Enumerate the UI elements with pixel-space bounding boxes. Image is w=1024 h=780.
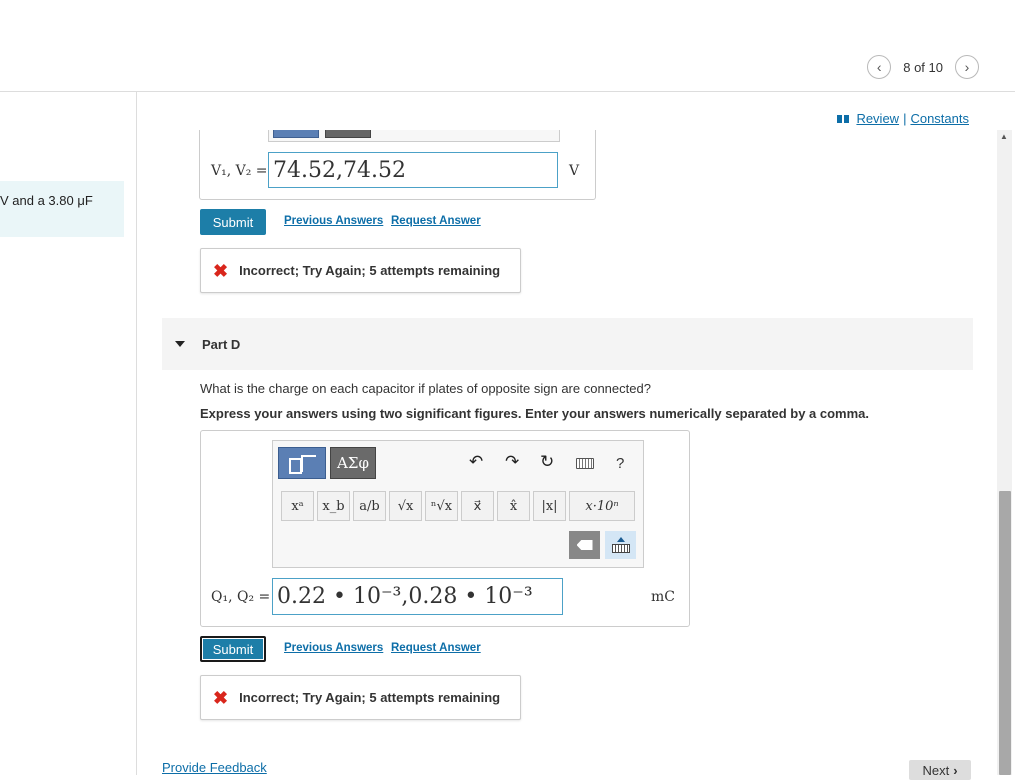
part-c-feedback-text: Incorrect; Try Again; 5 attempts remaining — [239, 263, 501, 278]
error-x-icon: ✖ — [213, 687, 229, 708]
scroll-up-arrow-icon[interactable]: ▲ — [1000, 132, 1008, 141]
constants-link[interactable]: Constants — [910, 111, 969, 126]
subscript-button[interactable]: x_b — [317, 491, 350, 521]
fraction-button[interactable]: a/b — [353, 491, 386, 521]
part-c-math-toolbar — [268, 130, 560, 142]
keyboard-icon — [612, 544, 630, 553]
pager — [867, 55, 979, 79]
scrollbar-thumb[interactable] — [999, 491, 1011, 775]
chevron-right-icon: › — [953, 762, 958, 778]
scientific-notation-button[interactable]: x·10ⁿ — [569, 491, 635, 521]
part-d-previous-answers-link[interactable]: Previous Answers — [284, 642, 384, 654]
part-d-question: What is the charge on each capacitor if plates of opposite sign are connected? — [200, 381, 651, 396]
delete-button[interactable] — [569, 531, 600, 559]
pager-position: 8 of 10 — [903, 59, 943, 75]
book-icon — [837, 115, 849, 123]
provide-feedback-link[interactable]: Provide Feedback — [162, 760, 267, 775]
next-button[interactable] — [909, 760, 971, 780]
next-label: Next — [922, 762, 950, 778]
vector-button[interactable]: x⃗ — [461, 491, 494, 521]
error-x-icon: ✖ — [213, 260, 229, 281]
square-root-button[interactable]: √x — [389, 491, 422, 521]
part-d-submit-button[interactable]: Submit — [200, 636, 266, 662]
reset-icon[interactable]: ↻ — [540, 452, 555, 471]
greek-button[interactable] — [325, 130, 371, 138]
part-d-math-toolbar — [272, 440, 644, 568]
part-d-answer-input[interactable]: 0.22 • 10⁻³,0.28 • 10⁻³ — [272, 578, 563, 615]
chevron-left-icon: ‹ — [876, 59, 882, 75]
templates-button[interactable] — [278, 447, 326, 479]
part-d-feedback-text: Incorrect; Try Again; 5 attempts remaining — [239, 690, 501, 705]
part-c-submit-button[interactable]: Submit — [200, 209, 266, 235]
review-links — [837, 111, 969, 126]
triangle-up-icon — [617, 537, 625, 542]
column-divider — [136, 92, 137, 775]
backspace-icon — [577, 540, 593, 550]
part-d-header[interactable] — [162, 318, 973, 370]
templates-icon — [287, 454, 317, 472]
problem-intro-panel — [0, 181, 124, 237]
undo-icon[interactable]: ↶ — [469, 452, 484, 471]
part-d-unit: mC — [651, 589, 675, 605]
part-d-request-answer-link[interactable]: Request Answer — [391, 642, 481, 654]
nth-root-button[interactable]: ⁿ√x — [425, 491, 458, 521]
problem-intro-text: V and a 3.80 μF — [0, 193, 93, 208]
part-c-answer-input[interactable]: 74.52,74.52 — [268, 152, 558, 188]
template-button[interactable] — [273, 130, 319, 138]
prev-item-button[interactable] — [867, 55, 891, 79]
part-d-title: Part D — [202, 336, 241, 352]
greek-symbols-button[interactable]: ΑΣφ — [330, 447, 376, 479]
keyboard-shortcuts-icon[interactable] — [576, 458, 594, 469]
superscript-button[interactable]: xᵃ — [281, 491, 314, 521]
help-icon[interactable]: ? — [616, 455, 625, 472]
part-c-request-answer-link[interactable]: Request Answer — [391, 215, 481, 227]
absolute-value-button[interactable]: |x| — [533, 491, 566, 521]
next-item-button[interactable] — [955, 55, 979, 79]
part-c-previous-answers-link[interactable]: Previous Answers — [284, 215, 384, 227]
toggle-keyboard-button[interactable] — [605, 531, 636, 559]
chevron-right-icon: › — [964, 59, 970, 75]
part-d-instruction: Express your answers using two significant figures. Enter your answers numerically separated by a comma. — [200, 406, 870, 421]
unit-vector-button[interactable]: x̂ — [497, 491, 530, 521]
caret-down-icon[interactable] — [175, 341, 185, 347]
redo-icon[interactable]: ↷ — [505, 452, 520, 471]
part-c-feedback-box — [200, 248, 521, 293]
part-d-answer-label: Q₁, Q₂ = — [211, 589, 271, 605]
top-bar — [0, 0, 1015, 92]
link-separator: | — [903, 111, 907, 126]
part-c-answer-label: V₁, V₂ = — [211, 163, 268, 179]
part-c-unit: V — [569, 163, 580, 179]
review-link[interactable]: Review — [856, 111, 900, 126]
symbol-row — [281, 491, 635, 521]
part-d-feedback-box — [200, 675, 521, 720]
